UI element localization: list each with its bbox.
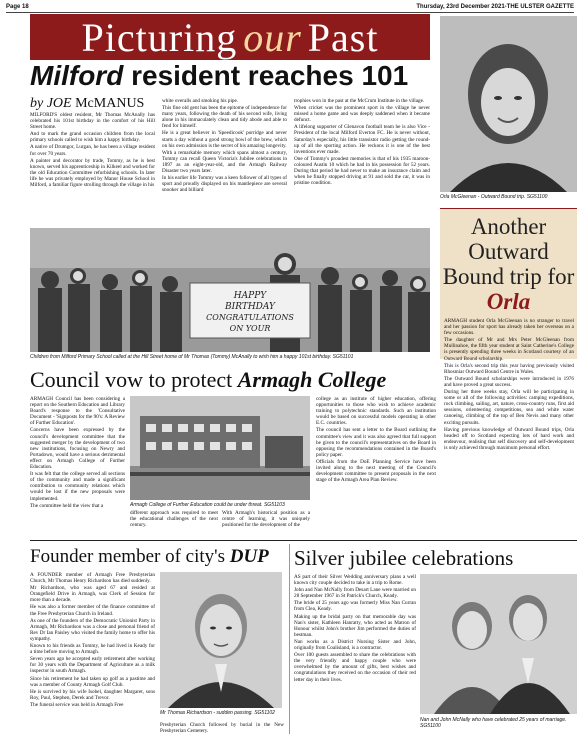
college-photo [130, 396, 310, 500]
paragraph: A lifelong supporter of Glenavon football team he is also Vice -President of the local Milford Everton FC. He is never without, Saturday's especially, his little transistor radio getting the round-up of all the sporting action. He reckons it is one of the best inventions ever made. [294, 124, 430, 155]
paragraph: With Armagh's historical position as a centre of learning, it was uniquely positioned for the development of the [222, 510, 310, 529]
founder-headline-text: Founder member of city's [30, 546, 225, 567]
byline-last: McMANUS [75, 96, 145, 111]
paragraph: The committee held the view that a [30, 502, 104, 509]
byline-by: by [30, 96, 44, 111]
paragraph: different approach was required to meet the educational challenges of the next century. [130, 510, 218, 529]
orla-headline [440, 214, 577, 314]
paragraph: It was felt that the college served all sections of the community and made a significant contribution to community relations which would be lost if the new proposals were implemented. [30, 471, 125, 502]
mcnally-image [420, 574, 577, 714]
jubilee-headline: Silver jubilee celebrations [294, 546, 514, 570]
paragraph: As one of the founders of the Democratic Unionist Party in Armagh, Mr Richardson was a close and personal friend of Rev Dr Ian Paisley who visited the family home to offer his sympathy. [30, 617, 155, 642]
paragraph: Nan works as a District Nursing Sister and John, originally from Coalisland, is a contractor. [294, 638, 416, 652]
masthead-word-3: Past [307, 14, 379, 60]
college-image [130, 396, 310, 500]
paragraph: This is Orla's second trip this year having previously visited Rhosmiar Outward Bound Centre in Wales. [444, 362, 574, 375]
orla-photo [440, 16, 577, 192]
milford-col-3 [294, 98, 430, 224]
paragraph: And to mark the grand occasion children from the local primary schools called to wish him a happy birthday. [30, 131, 155, 144]
group-photo-caption: Children from Milford Primary School called at the Hill Street home of Mr Thomas (Tommy) McAnally to wish him a happy 101st birthday. SG51101 [30, 354, 354, 360]
paragraph: Concerns have been expressed by the council's development committee that the suggested merger by the development of two new institutions, focusing on Newry and Portadown, would have a serious detrimental effect on Armagh College of Further Education. [30, 427, 125, 471]
page-number: Page 18 [6, 4, 29, 10]
paragraph: Mr Richardson, who was aged 67 and resided at Orangefield Drive in Armagh, was Clerk of Session for more than a decade. [30, 585, 155, 604]
founder-col-2 [160, 722, 284, 736]
paragraph: The council has sent a letter to the Board outlining the committee's view and it was also agreed that full support be given to the council's representatives on the Board in opposing the recommendations contained in the Board's policy paper. [316, 427, 436, 458]
mcnally-photo-caption: Nan and John McNally who have celebrated 25 years of marriage. SG51100 [420, 717, 567, 729]
paragraph: ARMAGH student Orla McGleenan is no stranger to travel and her passion for sport has already taken her overseas on a few occasions. [444, 318, 574, 337]
paragraph: One of Tommy's proudest memories is that of his 1935 maroon-coloured Austin 10 which he had in his possession for 52 years. During that period he had never to make an insurance claim and when he finally stopped driving at 91 and sold the car, it was in pristine condition. [294, 155, 430, 187]
paragraph: A FOUNDER member of Armagh Free Presbyterian Church, Mr Thomas Henry Richardson has died suddenly. [30, 572, 155, 585]
founder-col-1 [30, 572, 155, 734]
college-photo-caption: Armagh College of Further Education could be under threat. SG51103 [130, 502, 285, 508]
richardson-photo-caption: Mr Thomas Richardson - sudden passing. SG51102 [160, 710, 275, 716]
paragraph: Over 100 guests assembled to share the celebrations with the very friendly and happy couple who were overwhelmed by the amount of gifts, best wishes and congratulations they received on the occasion of their red letter day in their lives. [294, 652, 416, 683]
paragraph: Known to his friends as Tommy, he had lived in Keady for a time before moving to Armagh. [30, 643, 155, 656]
milford-col-1 [30, 112, 155, 224]
headline-rest: resident reaches 101 [131, 60, 409, 91]
college-col-4 [316, 396, 436, 532]
banner-line-1: HAPPY [233, 291, 267, 301]
richardson-photo [160, 572, 282, 708]
college-headline-text: Council vow to protect [30, 367, 233, 392]
banner-line-2: BIRTHDAY [225, 302, 275, 312]
mcnally-photo [420, 574, 577, 714]
paragraph: Having previous knowledge of Outward Bound trips, Orla headed off to Scotland expecting lots of hard work and endeavour, realising that self discovery and self-development is only achieved through maximum personal effort. [444, 426, 574, 451]
paragraph: Presbyterian Church followed by burial in the New Presbyterian Cemetery. [160, 722, 284, 735]
college-col-3 [222, 510, 310, 532]
paragraph: trophies won in the past at the McCrum Institute in the village. [294, 98, 425, 104]
paragraph: This fine old gent has been the epitome of independence for many years, following the death of his second wife, living alone in his immaculately clean and tidy abode and able to fend for himself. [162, 105, 287, 130]
college-headline [30, 368, 440, 392]
paragraph: Making up the bridal party on that memorable day was Nan's sister, Kathleen Hanratty, who acted as Matron of Honour whilst John's brother Jim performed the duties of bestman. [294, 613, 416, 638]
founder-headline-name: DUP [229, 546, 269, 567]
paragraph: The bride of 25 years ago was formerly Miss Nan Curran from Clea, Keady. [294, 600, 416, 613]
paragraph: During her three weeks stay, Orla will be participating in some or all of the following activities: camping expeditions, rock climbing, sailing, art, nature, cross-country runs, first aid sessions, orienteering competitions, sea and white water canoeing, climbing of the top of Ben Nevis and many other exciting pursuits. [444, 389, 574, 426]
paragraph: college as an institute of higher education, offering opportunities to those who wish to achieve academic training to polytechnic standards. Such an institution would be based on successful models operating in other E.C. countries. [316, 396, 436, 427]
paragraph: ARMAGH Council has been considering a report on the Southern Education and Library Board's response to the 'Consultative Document - 'Signposts for the 90's: A Review of Further Education'. [30, 396, 125, 427]
paragraph: When cricket was the prominent sport in the village he never missed a home game and was deeply saddened when it became defunct. [294, 105, 430, 124]
paragraph: white overalls and smoking his pipe. [162, 98, 239, 104]
college-col-2 [130, 510, 218, 532]
paragraph: The Outward Bound scholarships were introduced in 1976 and have proved a great success. [444, 375, 574, 388]
banner-line-4: ON YOUR [229, 324, 271, 333]
orla-photo-caption: Orla McGleenan - Outward Bound trip. SG51100 [440, 194, 548, 200]
college-col-1 [30, 396, 125, 524]
group-image [30, 228, 430, 352]
jubilee-body [294, 574, 416, 734]
masthead [30, 14, 430, 60]
headline-name: Milford [30, 60, 124, 91]
orla-headline-text: Another Outward Bound trip for [442, 214, 575, 289]
byline-first: JOE [46, 96, 72, 111]
column-divider [289, 544, 290, 734]
paragraph: A painter and decorator by trade, Tommy, as he is best known, served his apprenticeship in Kilkeel and worked for the old Education Committee refurbishing schools. In later life he was privately employed by Manor House School in Milford, a familiar figure strolling through the village in his [30, 157, 155, 189]
paragraph: Officials from the DoE Planning Service have been invited along to the next meeting of the Council's development committee to present proposals in the next stage of the Armagh Area Plan Review. [316, 458, 436, 484]
paragraph: He is survived by his wife Isobel, daughter Margaret, sons Roy, Paul, Stephen, Derek and Trevor. [30, 688, 155, 701]
orla-body [444, 318, 574, 524]
paragraph: With a remarkable memory which spans almost a century, Tommy can recall Queen Victoria's Jubilee celebrations in 1897 as an eight-year-old, and the Armagh Railway Disaster two years later. [162, 149, 287, 175]
paragraph: Since his retirement he had taken up golf as a pastime and was a member of County Armagh Golf Club. [30, 675, 155, 688]
milford-headline [30, 60, 430, 92]
page-header [6, 2, 574, 13]
richardson-image [160, 572, 282, 708]
milford-col-2 [162, 98, 287, 224]
banner-line-3: CONGRATULATIONS [206, 313, 294, 322]
orla-headline-name: Orla [486, 289, 531, 314]
college-headline-name: Armagh College [237, 367, 387, 392]
founder-headline [30, 546, 285, 568]
paragraph: The funeral service was held in Armagh Free [30, 701, 124, 708]
byline [30, 96, 144, 112]
section-divider [30, 540, 577, 541]
paragraph: AS part of their Silver Wedding anniversary plans a well known city couple decided to take in a trip to Rome. [294, 574, 416, 587]
issue-line: Thursday, 23rd December 2021-THE ULSTER GAZETTE [416, 4, 574, 10]
group-photo [30, 228, 430, 352]
paragraph: The daughter of Mr and Mrs Peter McGleenan from Mullinahoe, the fifth year student at Saint Catherine's College is presently spending three weeks in Scotland courtesy of an Outward Bound scholarship. [444, 337, 574, 362]
paragraph: John and Nan McNally from Desart Lane were married on 28 September 1967 in St Patrick's Church, Keady. [294, 587, 416, 600]
paragraph: In his earlier life Tommy was a keen follower of all types of sport and proudly displayed on his mantlepiece are several snooker and billiard [162, 175, 287, 194]
masthead-word-1: Picturing [81, 14, 238, 60]
paragraph: Seven years ago he accepted early retirement after working for 30 years with the Department of Agriculture as a milk inspector in south Armagh. [30, 656, 155, 675]
paragraph: A native of Drumgor, Lurgan, he has been a village resident for over 70 years. [30, 144, 155, 157]
portrait-image [440, 16, 577, 192]
masthead-word-2: our [243, 14, 302, 60]
paragraph: MILFORD'S oldest resident, Mr Thomas McAnally has celebrated his 101st birthday in the comfort of his Hill Street home. [30, 112, 155, 131]
paragraph: He is a great believer in 'Speedicook' porridge and never starts a day without a good strong bowl of the brew, which on his own admission is the secret of his amazing longevity. [162, 130, 287, 149]
paragraph: He was also a former member of the finance committee of the Free Presbyterian Church in Ireland. [30, 604, 155, 617]
